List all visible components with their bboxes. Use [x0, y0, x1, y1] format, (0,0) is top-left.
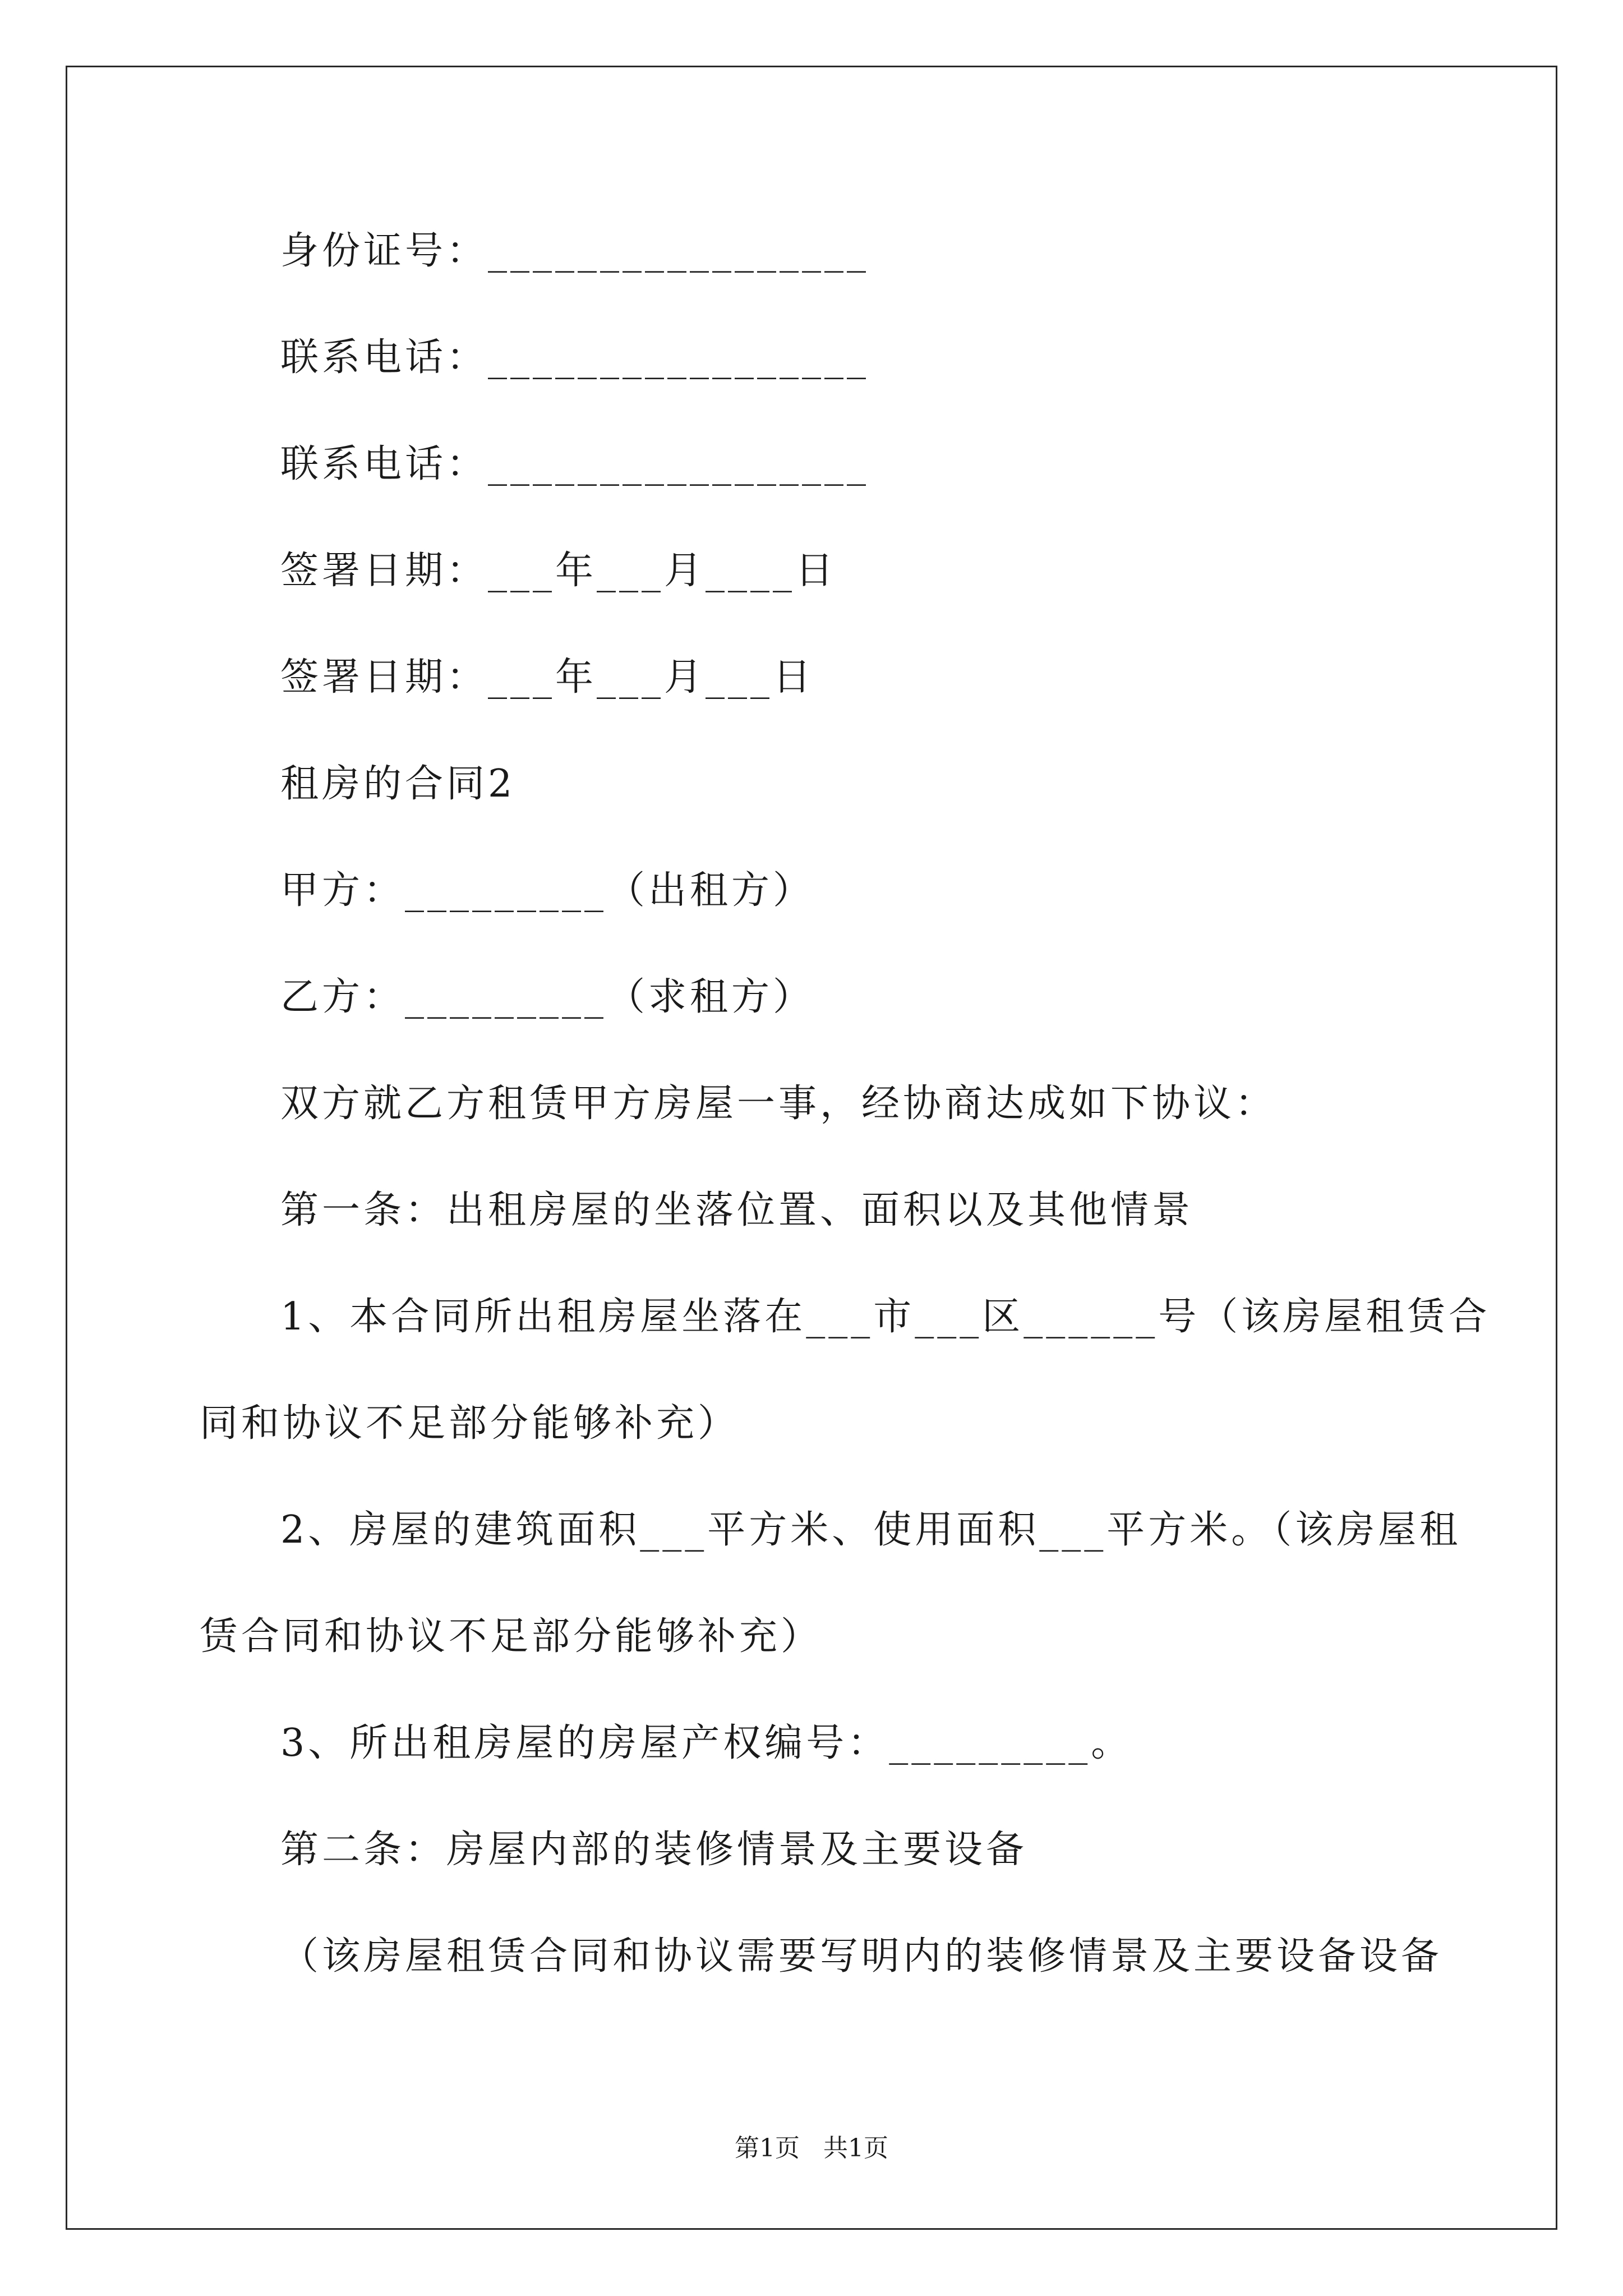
- id-number-line: 身份证号：_________________: [280, 229, 870, 273]
- article-2-note: （该房屋租赁合同和协议需要写明内的装修情景及主要设备设备: [280, 1934, 1443, 1978]
- clause-1-line-2: 同和协议不足部分能够补充）: [200, 1401, 740, 1446]
- page-footer: 第1页 共1页: [735, 2134, 888, 2162]
- agreement-intro: 双方就乙方租赁甲方房屋一事，经协商达成如下协议：: [280, 1082, 1277, 1126]
- page-border: [66, 66, 1557, 2230]
- clause-2-line-2: 赁合同和协议不足部分能够补充）: [200, 1614, 823, 1659]
- party-a-line: 甲方：_________（出租方）: [280, 868, 815, 913]
- clause-2-line-1: 2、房屋的建筑面积___平方米、使用面积___平方米。（该房屋租: [280, 1508, 1461, 1552]
- contact-phone-line-1: 联系电话：_________________: [280, 335, 870, 380]
- contract-heading: 租房的合同2: [280, 762, 516, 806]
- signing-date-line-1: 签署日期：___年___月____日: [280, 549, 837, 593]
- signing-date-line-2: 签署日期：___年___月___日: [280, 655, 815, 700]
- party-b-line: 乙方：_________（求租方）: [280, 975, 815, 1019]
- clause-3-line: 3、所出租房屋的房屋产权编号：_________。: [280, 1721, 1133, 1765]
- article-1-title: 第一条：出租房屋的坐落位置、面积以及其他情景: [280, 1188, 1194, 1232]
- clause-1-line-1: 1、本合同所出租房屋坐落在___市___区______号（该房屋租赁合: [280, 1295, 1491, 1339]
- contact-phone-line-2: 联系电话：_________________: [280, 442, 870, 486]
- article-2-title: 第二条：房屋内部的装修情景及主要设备: [280, 1828, 1028, 1872]
